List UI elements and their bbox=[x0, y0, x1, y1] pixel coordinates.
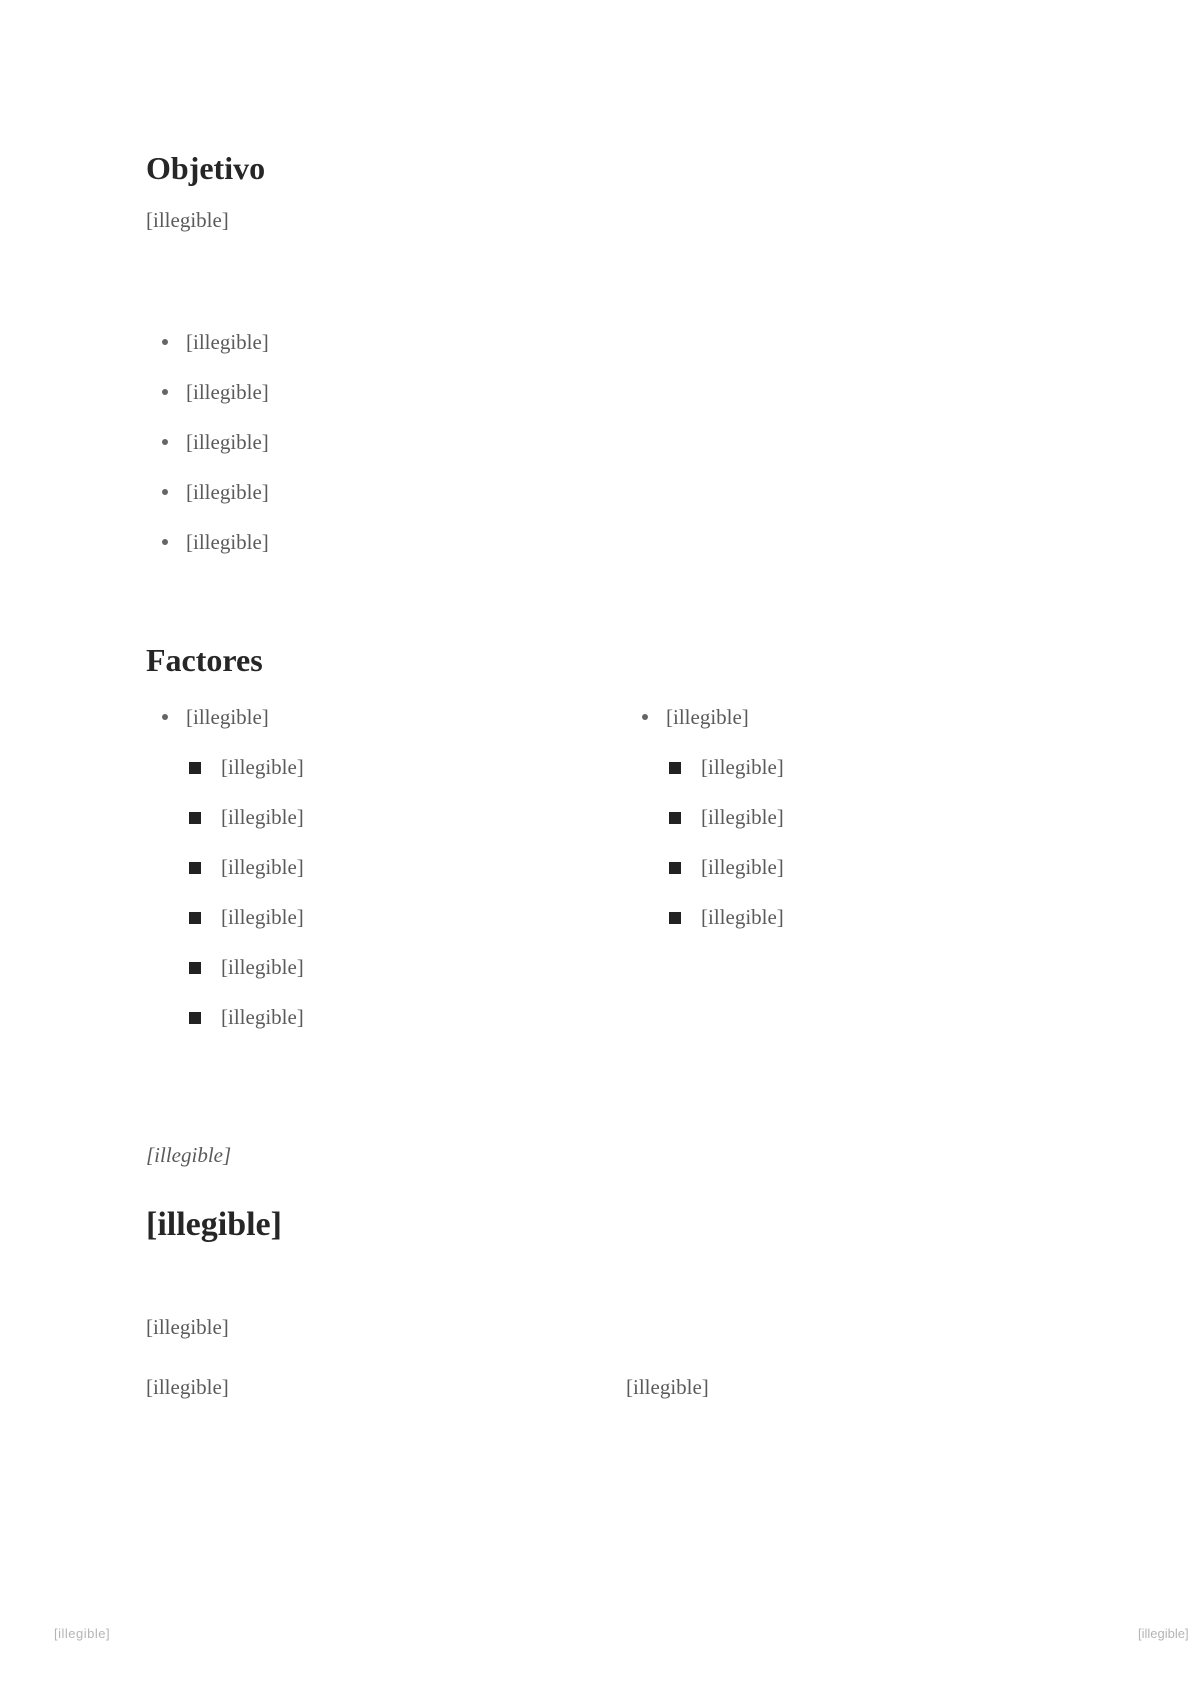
factores-left-list bbox=[146, 750, 546, 1035]
list-item: [illegible] bbox=[186, 900, 546, 935]
list-item: [illegible] bbox=[186, 750, 546, 785]
section-heading-factores: Factores bbox=[146, 642, 263, 678]
section-heading-definiciones: [illegible] bbox=[146, 1206, 282, 1243]
factores-left-title: [illegible] bbox=[146, 700, 546, 735]
list-item: [illegible] bbox=[666, 850, 1026, 885]
list-item: [illegible] bbox=[666, 750, 1026, 785]
list-item: [illegible] bbox=[146, 325, 1056, 360]
definiciones-left-text: [illegible] bbox=[146, 1375, 229, 1399]
list-item: [illegible] bbox=[146, 475, 1056, 510]
factores-note: [illegible] bbox=[146, 1143, 232, 1167]
list-item: [illegible] bbox=[666, 800, 1026, 835]
factores-right-list bbox=[626, 750, 1026, 935]
definiciones-right-text: [illegible] bbox=[626, 1375, 709, 1399]
factores-right-title: [illegible] bbox=[626, 700, 1026, 735]
list-item: [illegible] bbox=[146, 375, 1056, 410]
objetivo-bullet-list bbox=[146, 325, 1056, 575]
list-item: [illegible] bbox=[186, 1000, 546, 1035]
definiciones-intro: [illegible] bbox=[146, 1315, 229, 1339]
list-item: [illegible] bbox=[666, 900, 1026, 935]
list-item: [illegible] bbox=[186, 950, 546, 985]
list-item: [illegible] bbox=[146, 425, 1056, 460]
list-item: [illegible] bbox=[186, 800, 546, 835]
list-item: [illegible] bbox=[186, 850, 546, 885]
objetivo-paragraph: [illegible] bbox=[146, 208, 229, 232]
factores-column-right bbox=[626, 700, 1026, 950]
section-heading-objetivo: Objetivo bbox=[146, 150, 266, 186]
list-item: [illegible] bbox=[146, 525, 1056, 560]
factores-column-left bbox=[146, 700, 546, 1050]
page-number: [illegible] bbox=[1138, 1626, 1189, 1641]
footer-text: [illegible] bbox=[54, 1626, 111, 1641]
